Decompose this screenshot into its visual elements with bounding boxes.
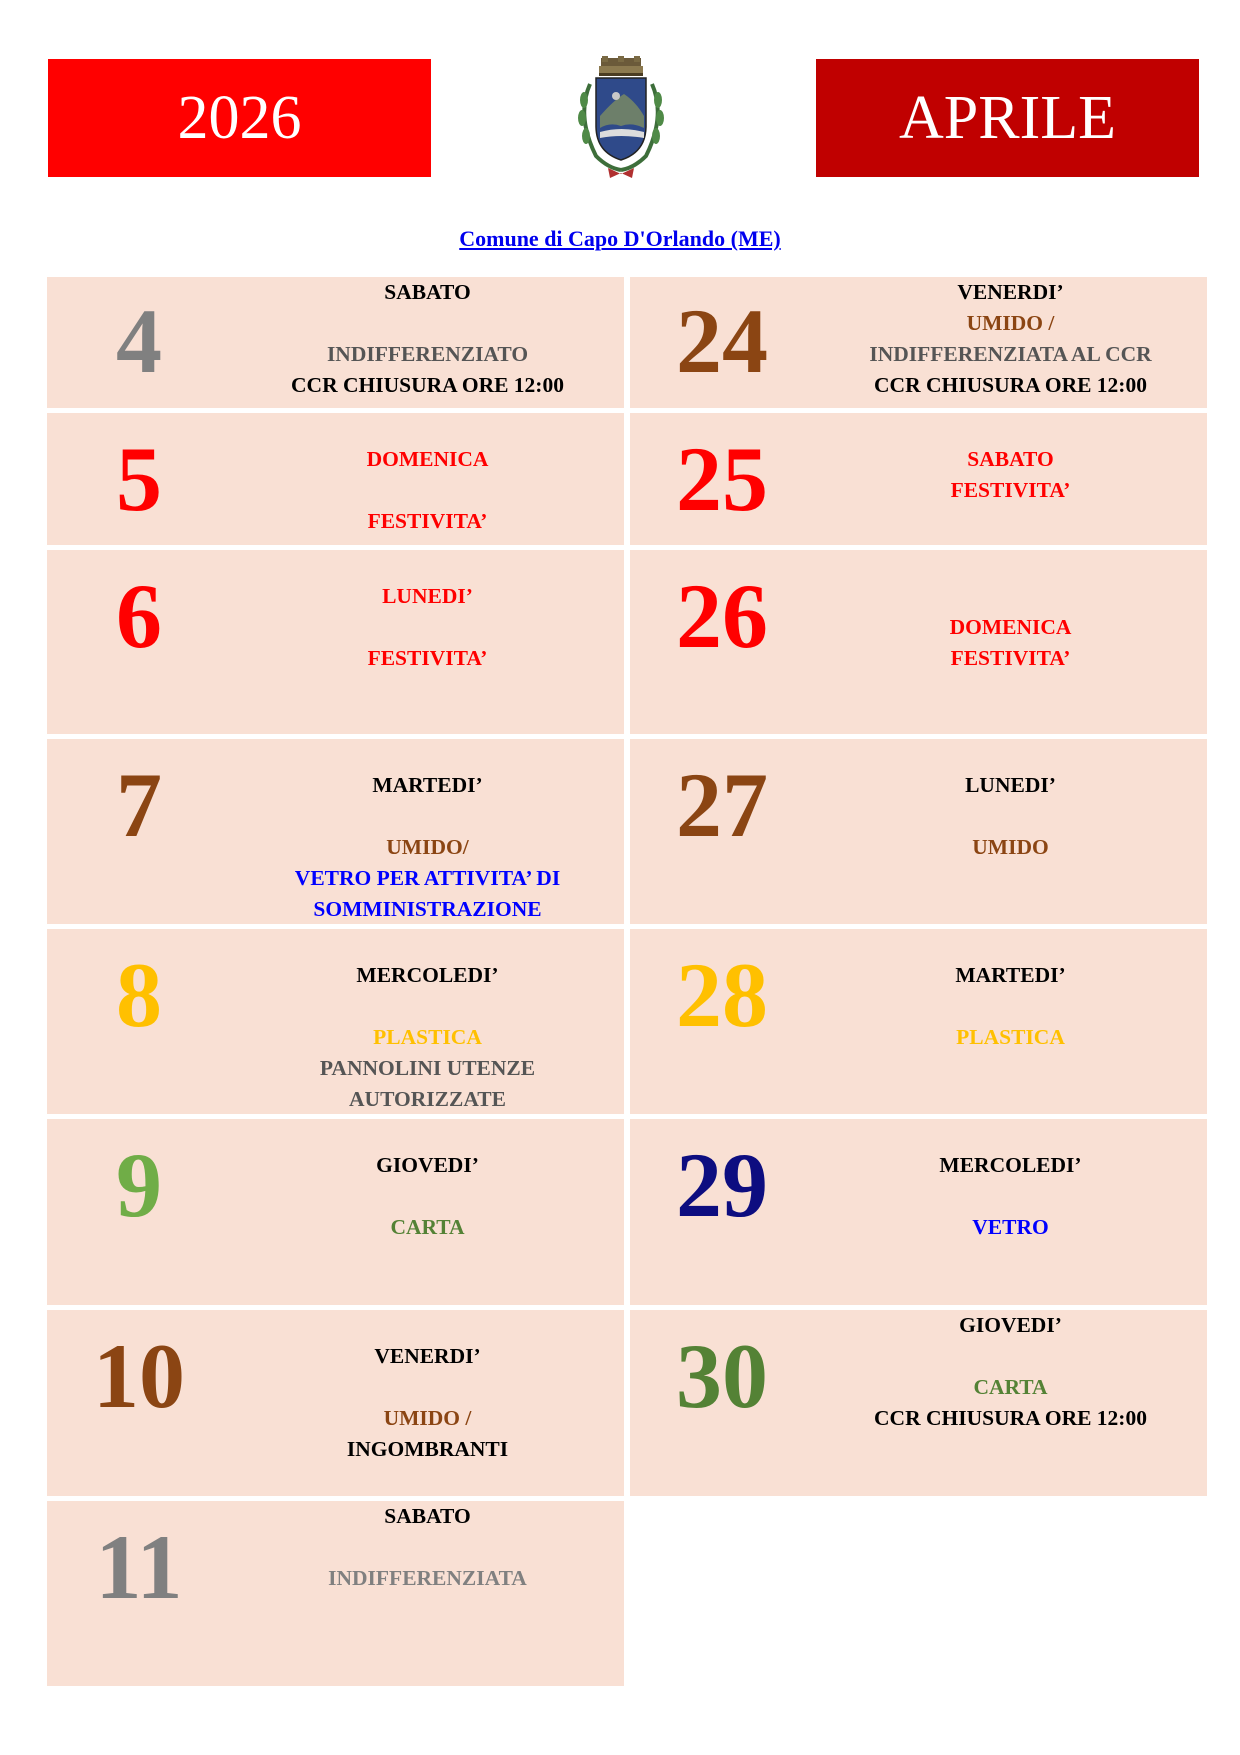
day-cell xyxy=(47,277,624,408)
weekday-label: MERCOLEDI’ xyxy=(939,1153,1082,1177)
collection-label: CARTA xyxy=(973,1375,1048,1399)
collection-label: FESTIVITA’ xyxy=(367,509,488,533)
weekday-label: SABATO xyxy=(384,1504,471,1528)
day-info xyxy=(231,1501,624,1594)
coat-of-arms-icon xyxy=(566,56,676,182)
day-number: 9 xyxy=(116,1134,162,1236)
day-number: 8 xyxy=(116,944,162,1046)
day-cell xyxy=(630,1310,1207,1496)
collection-label: FESTIVITA’ xyxy=(950,646,1071,670)
day-cell xyxy=(47,1119,624,1305)
collection-label xyxy=(814,801,1207,832)
collection-label xyxy=(814,991,1207,1022)
day-number: 29 xyxy=(676,1134,768,1236)
collection-label: PLASTICA xyxy=(373,1025,482,1049)
collection-label xyxy=(231,991,624,1022)
collection-label: UMIDO / xyxy=(966,311,1055,335)
month-label: APRILE xyxy=(899,83,1116,152)
day-cell xyxy=(630,1119,1207,1305)
collection-label: INGOMBRANTI xyxy=(346,1437,509,1461)
weekday-label: LUNEDI’ xyxy=(382,584,473,608)
day-number: 28 xyxy=(676,944,768,1046)
day-number: 5 xyxy=(116,428,162,530)
weekday-label: LUNEDI’ xyxy=(965,773,1056,797)
day-cell xyxy=(47,1310,624,1496)
day-cell xyxy=(630,739,1207,924)
collection-label: VETRO xyxy=(972,1215,1049,1239)
collection-label xyxy=(231,1181,624,1212)
day-number: 6 xyxy=(116,565,162,667)
collection-label xyxy=(814,1341,1207,1372)
collection-label: CCR CHIUSURA ORE 12:00 xyxy=(874,1406,1147,1430)
day-info xyxy=(231,770,624,924)
collection-label: INDIFFERENZIATA xyxy=(328,1566,527,1590)
weekday-label: GIOVEDI’ xyxy=(959,1313,1062,1337)
left-day-column xyxy=(47,277,624,1691)
day-number: 4 xyxy=(116,290,162,392)
weekday-label: SABATO xyxy=(384,280,471,304)
weekday-label: DOMENICA xyxy=(366,447,489,471)
day-info xyxy=(231,1341,624,1465)
collection-label: UMIDO xyxy=(972,835,1049,859)
weekday-label: GIOVEDI’ xyxy=(376,1153,479,1177)
weekday-label: MARTEDI’ xyxy=(372,773,483,797)
day-number: 7 xyxy=(116,754,162,856)
day-cell xyxy=(47,739,624,924)
day-cell xyxy=(630,550,1207,734)
weekday-label: VENERDI’ xyxy=(957,280,1064,304)
day-info xyxy=(814,960,1207,1053)
weekday-label: DOMENICA xyxy=(949,615,1072,639)
day-info xyxy=(814,1310,1207,1434)
day-info xyxy=(814,277,1207,401)
day-cell xyxy=(47,929,624,1114)
day-info xyxy=(814,1150,1207,1243)
day-info xyxy=(231,444,624,537)
collection-label: FESTIVITA’ xyxy=(950,478,1071,502)
collection-label xyxy=(231,612,624,643)
day-cell xyxy=(47,550,624,734)
day-info xyxy=(231,960,624,1114)
collection-label xyxy=(231,308,624,339)
collection-label: CCR CHIUSURA ORE 12:00 xyxy=(291,373,564,397)
day-number: 30 xyxy=(676,1325,768,1427)
collection-label: AUTORIZZATE xyxy=(349,1087,506,1111)
collection-label: CARTA xyxy=(390,1215,465,1239)
collection-label: SOMMINISTRAZIONE xyxy=(313,897,542,921)
day-info xyxy=(814,444,1207,506)
day-cell xyxy=(47,1501,624,1686)
weekday-label: SABATO xyxy=(967,447,1054,471)
collection-label: PLASTICA xyxy=(956,1025,1065,1049)
day-cell xyxy=(630,413,1207,545)
day-cell xyxy=(630,277,1207,408)
collection-label xyxy=(231,801,624,832)
day-number: 11 xyxy=(95,1516,183,1618)
day-number: 26 xyxy=(676,565,768,667)
day-cell xyxy=(47,413,624,545)
day-info xyxy=(231,277,624,401)
right-day-column xyxy=(630,277,1207,1501)
weekday-label: MERCOLEDI’ xyxy=(356,963,499,987)
collection-label: PANNOLINI UTENZE xyxy=(319,1056,536,1080)
month-banner xyxy=(816,59,1199,177)
collection-label: INDIFFERENZIATA AL CCR xyxy=(869,342,1152,366)
day-number: 25 xyxy=(676,428,768,530)
day-cell xyxy=(630,929,1207,1114)
year-banner xyxy=(48,59,431,177)
collection-label xyxy=(231,1372,624,1403)
day-number: 10 xyxy=(93,1325,185,1427)
weekday-label: VENERDI’ xyxy=(374,1344,481,1368)
day-info xyxy=(231,1150,624,1243)
collection-label xyxy=(814,1181,1207,1212)
collection-label: VETRO PER ATTIVITA’ DI xyxy=(294,866,561,890)
weekday-label: MARTEDI’ xyxy=(955,963,1066,987)
town-link[interactable]: Comune di Capo D'Orlando (ME) xyxy=(459,226,781,251)
collection-label: UMIDO/ xyxy=(386,835,469,859)
year-label: 2026 xyxy=(177,83,302,152)
collection-label: FESTIVITA’ xyxy=(367,646,488,670)
day-number: 24 xyxy=(676,290,768,392)
collection-label: INDIFFERENZIATO xyxy=(326,342,529,366)
collection-label: UMIDO / xyxy=(383,1406,472,1430)
collection-label xyxy=(231,475,624,506)
day-info xyxy=(231,581,624,674)
day-info xyxy=(814,612,1207,674)
day-info xyxy=(814,770,1207,863)
collection-label xyxy=(231,1532,624,1563)
day-number: 27 xyxy=(676,754,768,856)
collection-label: CCR CHIUSURA ORE 12:00 xyxy=(874,373,1147,397)
